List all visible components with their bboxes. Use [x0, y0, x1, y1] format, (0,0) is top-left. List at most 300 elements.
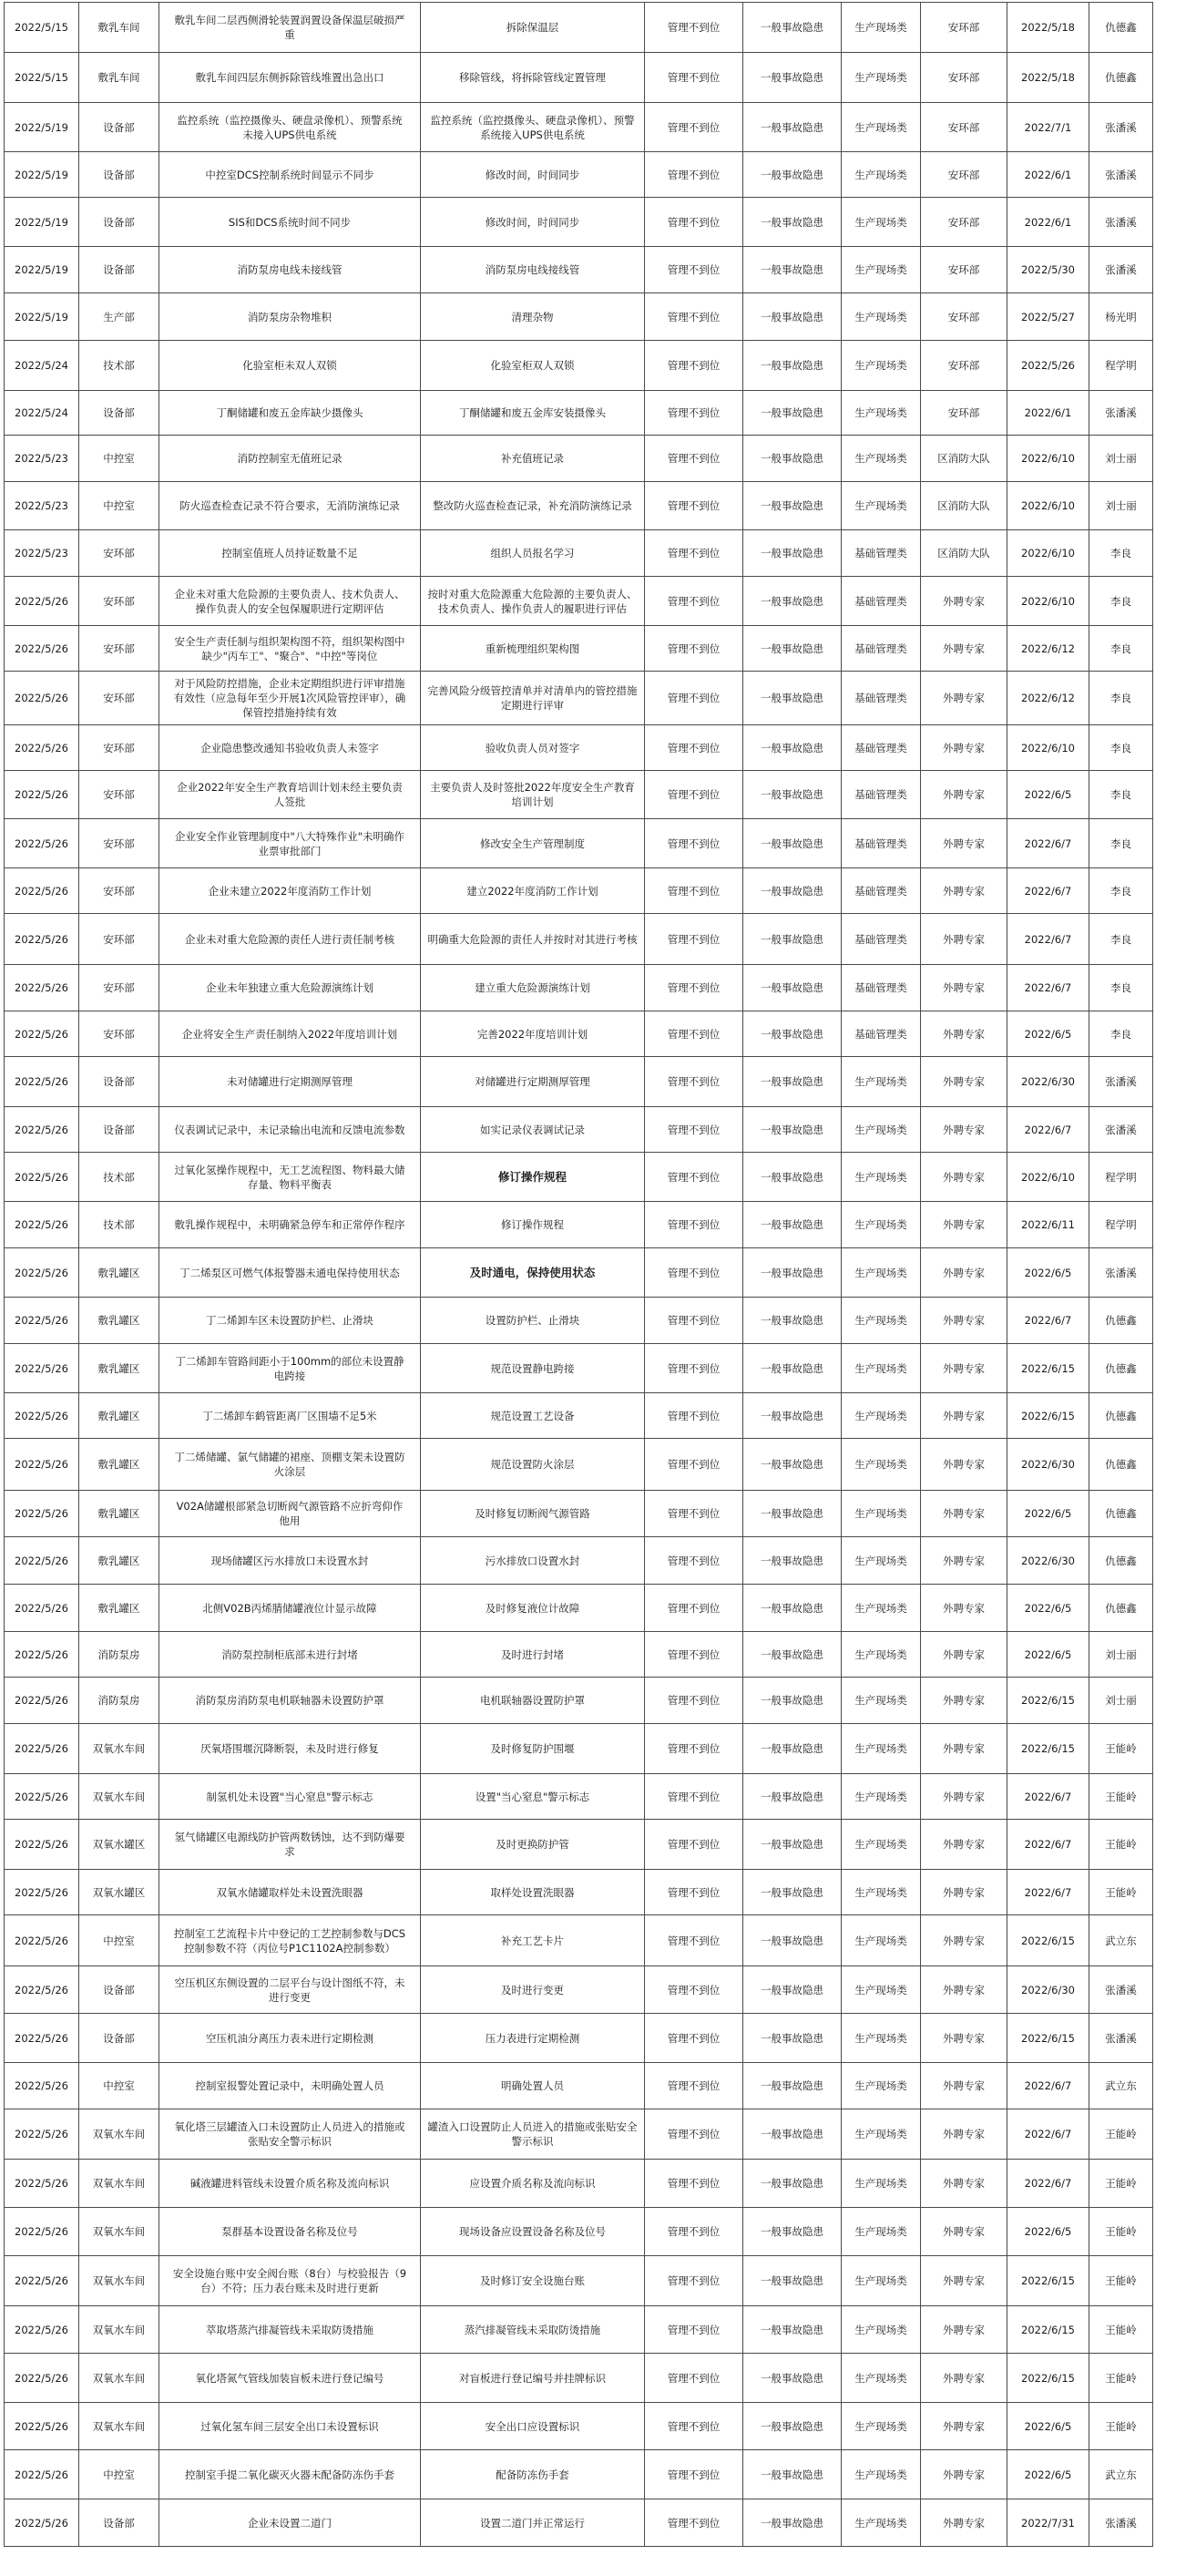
- cell-deadline: 2022/6/7: [1007, 2109, 1089, 2160]
- cell-hazard-description: 泵群基本设置设备名称及位号: [159, 2208, 421, 2256]
- cell-rectification-measure: 对盲板进行登记编号并挂牌标识: [421, 2354, 645, 2403]
- cell-responsible-person: 张潘溪: [1089, 1057, 1153, 1107]
- cell-cause: 管理不到位: [645, 1966, 743, 2014]
- cell-responsible-person: 王能岭: [1089, 2306, 1153, 2354]
- cell-hazard-level: 一般事故隐患: [743, 1011, 842, 1057]
- cell-responsible-person: 张潘溪: [1089, 1248, 1153, 1298]
- cell-cause: 管理不到位: [645, 1344, 743, 1393]
- cell-department: 设备部: [79, 2499, 159, 2547]
- cell-department: 敷乳罐区: [79, 1439, 159, 1491]
- cell-date: 2022/5/26: [5, 1870, 79, 1915]
- cell-deadline: 2022/6/7: [1007, 1870, 1089, 1915]
- cell-hazard-level: 一般事故隐患: [743, 2160, 842, 2208]
- cell-rectification-measure: 污水排放口设置水封: [421, 1537, 645, 1585]
- cell-hazard-level: 一般事故隐患: [743, 1870, 842, 1915]
- cell-responsible-person: 李良: [1089, 725, 1153, 771]
- cell-hazard-category: 生产现场类: [842, 391, 921, 436]
- cell-date: 2022/5/26: [5, 1202, 79, 1248]
- cell-rectification-measure: 对储罐进行定期测厚管理: [421, 1057, 645, 1107]
- cell-responsible-person: 仇德鑫: [1089, 1537, 1153, 1585]
- cell-cause: 管理不到位: [645, 482, 743, 530]
- cell-department: 双氧水车间: [79, 2306, 159, 2354]
- cell-inspector: 外聘专家: [921, 868, 1007, 914]
- cell-cause: 管理不到位: [645, 868, 743, 914]
- cell-hazard-level: 一般事故隐患: [743, 1915, 842, 1966]
- cell-hazard-level: 一般事故隐患: [743, 1248, 842, 1298]
- cell-responsible-person: 李良: [1089, 868, 1153, 914]
- cell-hazard-category: 生产现场类: [842, 1537, 921, 1585]
- cell-responsible-person: 刘士丽: [1089, 482, 1153, 530]
- cell-rectification-measure: 丁酮储罐和废五金库安装摄像头: [421, 391, 645, 436]
- cell-inspector: 外聘专家: [921, 1632, 1007, 1678]
- cell-hazard-level: 一般事故隐患: [743, 198, 842, 247]
- cell-hazard-category: 生产现场类: [842, 482, 921, 530]
- cell-date: 2022/5/26: [5, 868, 79, 914]
- cell-date: 2022/5/26: [5, 1491, 79, 1537]
- cell-cause: 管理不到位: [645, 1057, 743, 1107]
- cell-date: 2022/5/26: [5, 2403, 79, 2450]
- cell-deadline: 2022/5/30: [1007, 247, 1089, 293]
- cell-hazard-description: 空压机区东侧设置的二层平台与设计图纸不符，未进行变更: [159, 1966, 421, 2014]
- cell-hazard-level: 一般事故隐患: [743, 1966, 842, 2014]
- cell-rectification-measure: 修订操作规程: [421, 1202, 645, 1248]
- table-row: [5, 2160, 1153, 2208]
- cell-hazard-category: 生产现场类: [842, 1439, 921, 1491]
- table-row: [5, 2256, 1153, 2306]
- cell-date: 2022/5/26: [5, 1966, 79, 2014]
- cell-rectification-measure: 规范设置工艺设备: [421, 1393, 645, 1439]
- cell-rectification-measure: 及时修复液位计故障: [421, 1585, 645, 1632]
- cell-rectification-measure: 修订操作规程: [421, 1153, 645, 1202]
- cell-hazard-level: 一般事故隐患: [743, 2063, 842, 2109]
- cell-date: 2022/5/26: [5, 1774, 79, 1820]
- cell-hazard-description: 仪表调试记录中，未记录输出电流和反馈电流参数: [159, 1107, 421, 1153]
- cell-inspector: 外聘专家: [921, 2499, 1007, 2547]
- cell-rectification-measure: 现场设备应设置设备名称及位号: [421, 2208, 645, 2256]
- cell-rectification-measure: 修改时间，时间同步: [421, 198, 645, 247]
- cell-deadline: 2022/6/7: [1007, 1820, 1089, 1870]
- cell-hazard-category: 生产现场类: [842, 1153, 921, 1202]
- cell-hazard-level: 一般事故隐患: [743, 914, 842, 965]
- cell-department: 双氧水罐区: [79, 1820, 159, 1870]
- cell-department: 安环部: [79, 1011, 159, 1057]
- cell-hazard-description: 丁酮储罐和废五金库缺少摄像头: [159, 391, 421, 436]
- cell-hazard-description: 安全设施台账中安全阀台账（8台）与校验报告（9台）不符；压力表台账未及时进行更新: [159, 2256, 421, 2306]
- cell-inspector: 外聘专家: [921, 2450, 1007, 2499]
- cell-hazard-level: 一般事故隐患: [743, 2499, 842, 2547]
- cell-date: 2022/5/26: [5, 2160, 79, 2208]
- cell-hazard-category: 基础管理类: [842, 1011, 921, 1057]
- cell-date: 2022/5/26: [5, 2256, 79, 2306]
- cell-rectification-measure: 电机联轴器设置防护罩: [421, 1678, 645, 1724]
- cell-responsible-person: 仇德鑫: [1089, 1585, 1153, 1632]
- cell-inspector: 外聘专家: [921, 1298, 1007, 1344]
- cell-date: 2022/5/26: [5, 2499, 79, 2547]
- cell-hazard-category: 生产现场类: [842, 2063, 921, 2109]
- cell-inspector: 外聘专家: [921, 725, 1007, 771]
- table-row: [5, 1537, 1153, 1585]
- cell-department: 安环部: [79, 771, 159, 819]
- cell-rectification-measure: 组织人员报名学习: [421, 530, 645, 577]
- cell-hazard-level: 一般事故隐患: [743, 391, 842, 436]
- cell-hazard-category: 生产现场类: [842, 1344, 921, 1393]
- cell-cause: 管理不到位: [645, 1915, 743, 1966]
- cell-responsible-person: 王能岭: [1089, 1820, 1153, 1870]
- cell-inspector: 外聘专家: [921, 626, 1007, 672]
- cell-department: 生产部: [79, 293, 159, 341]
- cell-hazard-level: 一般事故隐患: [743, 1393, 842, 1439]
- cell-cause: 管理不到位: [645, 1248, 743, 1298]
- cell-hazard-level: 一般事故隐患: [743, 1107, 842, 1153]
- cell-cause: 管理不到位: [645, 626, 743, 672]
- cell-department: 设备部: [79, 2014, 159, 2063]
- cell-inspector: 安环部: [921, 391, 1007, 436]
- cell-hazard-description: 丁二烯泵区可燃气体报警器未通电保持使用状态: [159, 1248, 421, 1298]
- table-row: [5, 819, 1153, 868]
- cell-responsible-person: 王能岭: [1089, 1870, 1153, 1915]
- cell-hazard-category: 基础管理类: [842, 965, 921, 1011]
- table-row: [5, 1678, 1153, 1724]
- cell-hazard-description: 丁二烯卸车区未设置防护栏、止滑块: [159, 1298, 421, 1344]
- cell-responsible-person: 王能岭: [1089, 2354, 1153, 2403]
- cell-responsible-person: 武立东: [1089, 2063, 1153, 2109]
- cell-hazard-category: 生产现场类: [842, 1393, 921, 1439]
- cell-hazard-description: 敷乳车间四层东侧拆除管线堆置出急出口: [159, 53, 421, 103]
- cell-deadline: 2022/7/1: [1007, 103, 1089, 152]
- cell-rectification-measure: 修改时间，时间同步: [421, 152, 645, 198]
- cell-responsible-person: 李良: [1089, 965, 1153, 1011]
- cell-hazard-level: 一般事故隐患: [743, 868, 842, 914]
- cell-rectification-measure: 建立重大危险源演练计划: [421, 965, 645, 1011]
- cell-deadline: 2022/6/7: [1007, 2063, 1089, 2109]
- cell-department: 技术部: [79, 1202, 159, 1248]
- cell-hazard-level: 一般事故隐患: [743, 1298, 842, 1344]
- cell-responsible-person: 刘士丽: [1089, 1632, 1153, 1678]
- cell-deadline: 2022/6/11: [1007, 1202, 1089, 1248]
- cell-deadline: 2022/6/30: [1007, 1439, 1089, 1491]
- cell-cause: 管理不到位: [645, 341, 743, 391]
- cell-deadline: 2022/6/15: [1007, 2306, 1089, 2354]
- cell-hazard-category: 生产现场类: [842, 152, 921, 198]
- cell-hazard-level: 一般事故隐患: [743, 2208, 842, 2256]
- cell-date: 2022/5/19: [5, 103, 79, 152]
- cell-date: 2022/5/23: [5, 482, 79, 530]
- cell-hazard-level: 一般事故隐患: [743, 1774, 842, 1820]
- cell-deadline: 2022/6/12: [1007, 626, 1089, 672]
- cell-department: 中控室: [79, 1915, 159, 1966]
- cell-date: 2022/5/26: [5, 672, 79, 725]
- cell-inspector: 安环部: [921, 341, 1007, 391]
- cell-deadline: 2022/6/15: [1007, 1678, 1089, 1724]
- table-row: [5, 2014, 1153, 2063]
- cell-hazard-category: 生产现场类: [842, 1966, 921, 2014]
- cell-responsible-person: 李良: [1089, 530, 1153, 577]
- cell-cause: 管理不到位: [645, 247, 743, 293]
- cell-cause: 管理不到位: [645, 2014, 743, 2063]
- cell-date: 2022/5/26: [5, 1724, 79, 1774]
- cell-hazard-description: 安全生产责任制与组织架构图不符，组织架构图中缺少"丙车工"、"聚合"、"中控"等岗位: [159, 626, 421, 672]
- cell-inspector: 外聘专家: [921, 1107, 1007, 1153]
- cell-deadline: 2022/6/5: [1007, 2208, 1089, 2256]
- cell-inspector: 安环部: [921, 103, 1007, 152]
- cell-inspector: 外聘专家: [921, 1153, 1007, 1202]
- cell-hazard-level: 一般事故隐患: [743, 293, 842, 341]
- table-row: [5, 341, 1153, 391]
- cell-responsible-person: 王能岭: [1089, 1724, 1153, 1774]
- cell-hazard-level: 一般事故隐患: [743, 2256, 842, 2306]
- cell-responsible-person: 李良: [1089, 1011, 1153, 1057]
- table-row: [5, 1344, 1153, 1393]
- cell-rectification-measure: 蒸汽排凝管线未采取防烫措施: [421, 2306, 645, 2354]
- cell-cause: 管理不到位: [645, 2450, 743, 2499]
- table-row: [5, 1724, 1153, 1774]
- cell-date: 2022/5/26: [5, 2063, 79, 2109]
- cell-rectification-measure: 监控系统（监控摄像头、硬盘录像机）、预警系统接入UPS供电系统: [421, 103, 645, 152]
- cell-cause: 管理不到位: [645, 577, 743, 626]
- cell-department: 敷乳罐区: [79, 1248, 159, 1298]
- cell-date: 2022/5/24: [5, 341, 79, 391]
- cell-hazard-description: 氧化塔三层罐渣入口未设置防止人员进入的措施或张贴安全警示标识: [159, 2109, 421, 2160]
- cell-hazard-level: 一般事故隐患: [743, 819, 842, 868]
- cell-department: 安环部: [79, 577, 159, 626]
- cell-rectification-measure: 设置二道门并正常运行: [421, 2499, 645, 2547]
- table-row: [5, 868, 1153, 914]
- table-row: [5, 2063, 1153, 2109]
- cell-hazard-description: SIS和DCS系统时间不同步: [159, 198, 421, 247]
- cell-cause: 管理不到位: [645, 1393, 743, 1439]
- cell-responsible-person: 王能岭: [1089, 2208, 1153, 2256]
- cell-hazard-category: 生产现场类: [842, 103, 921, 152]
- cell-hazard-description: 企业未设置二道门: [159, 2499, 421, 2547]
- cell-department: 设备部: [79, 1966, 159, 2014]
- cell-deadline: 2022/6/5: [1007, 1632, 1089, 1678]
- cell-rectification-measure: 消防泵房电线接线管: [421, 247, 645, 293]
- cell-hazard-description: 企业未对重大危险源的主要负责人、技术负责人、操作负责人的安全包保履职进行定期评估: [159, 577, 421, 626]
- cell-deadline: 2022/6/1: [1007, 391, 1089, 436]
- cell-rectification-measure: 规范设置防火涂层: [421, 1439, 645, 1491]
- cell-rectification-measure: 罐渣入口设置防止人员进入的措施或张贴安全警示标识: [421, 2109, 645, 2160]
- cell-hazard-level: 一般事故隐患: [743, 1439, 842, 1491]
- cell-inspector: 外聘专家: [921, 1248, 1007, 1298]
- cell-hazard-description: 消防泵房消防泵电机联轴器未设置防护罩: [159, 1678, 421, 1724]
- cell-hazard-category: 生产现场类: [842, 1632, 921, 1678]
- cell-deadline: 2022/6/7: [1007, 868, 1089, 914]
- cell-cause: 管理不到位: [645, 198, 743, 247]
- cell-date: 2022/5/23: [5, 530, 79, 577]
- cell-deadline: 2022/6/5: [1007, 1585, 1089, 1632]
- table-row: [5, 914, 1153, 965]
- cell-responsible-person: 武立东: [1089, 2450, 1153, 2499]
- cell-hazard-category: 生产现场类: [842, 53, 921, 103]
- cell-hazard-description: 萃取塔蒸汽排凝管线未采取防烫措施: [159, 2306, 421, 2354]
- cell-hazard-level: 一般事故隐患: [743, 2403, 842, 2450]
- cell-deadline: 2022/6/7: [1007, 1298, 1089, 1344]
- cell-department: 敷乳罐区: [79, 1393, 159, 1439]
- cell-deadline: 2022/5/18: [1007, 3, 1089, 53]
- cell-department: 敷乳罐区: [79, 1537, 159, 1585]
- cell-department: 敷乳罐区: [79, 1344, 159, 1393]
- cell-hazard-description: 监控系统（监控摄像头、硬盘录像机）、预警系统未接入UPS供电系统: [159, 103, 421, 152]
- cell-cause: 管理不到位: [645, 1107, 743, 1153]
- cell-hazard-category: 生产现场类: [842, 1585, 921, 1632]
- table-row: [5, 1057, 1153, 1107]
- cell-hazard-level: 一般事故隐患: [743, 2354, 842, 2403]
- cell-department: 敷乳罐区: [79, 1491, 159, 1537]
- cell-cause: 管理不到位: [645, 103, 743, 152]
- table-row: [5, 672, 1153, 725]
- cell-hazard-description: 制氢机处未设置"当心窒息"警示标志: [159, 1774, 421, 1820]
- cell-rectification-measure: 补充值班记录: [421, 436, 645, 482]
- cell-hazard-level: 一般事故隐患: [743, 1585, 842, 1632]
- cell-cause: 管理不到位: [645, 771, 743, 819]
- cell-inspector: 外聘专家: [921, 1678, 1007, 1724]
- cell-department: 中控室: [79, 436, 159, 482]
- cell-responsible-person: 张潘溪: [1089, 2499, 1153, 2547]
- cell-inspector: 外聘专家: [921, 2354, 1007, 2403]
- cell-hazard-category: 生产现场类: [842, 1724, 921, 1774]
- cell-responsible-person: 王能岭: [1089, 2256, 1153, 2306]
- cell-hazard-description: 控制室报警处置记录中，未明确处置人员: [159, 2063, 421, 2109]
- cell-rectification-measure: 安全出口应设置标识: [421, 2403, 645, 2450]
- cell-date: 2022/5/26: [5, 1248, 79, 1298]
- cell-cause: 管理不到位: [645, 2403, 743, 2450]
- cell-hazard-category: 生产现场类: [842, 293, 921, 341]
- cell-department: 安环部: [79, 725, 159, 771]
- cell-inspector: 外聘专家: [921, 2160, 1007, 2208]
- cell-inspector: 安环部: [921, 247, 1007, 293]
- cell-responsible-person: 张潘溪: [1089, 103, 1153, 152]
- cell-rectification-measure: 应设置介质名称及流向标识: [421, 2160, 645, 2208]
- cell-hazard-category: 生产现场类: [842, 1248, 921, 1298]
- cell-inspector: 安环部: [921, 53, 1007, 103]
- cell-responsible-person: 张潘溪: [1089, 1107, 1153, 1153]
- cell-cause: 管理不到位: [645, 436, 743, 482]
- cell-date: 2022/5/26: [5, 1393, 79, 1439]
- cell-cause: 管理不到位: [645, 1632, 743, 1678]
- cell-hazard-description: 企业未建立2022年度消防工作计划: [159, 868, 421, 914]
- cell-cause: 管理不到位: [645, 1820, 743, 1870]
- table-row: [5, 1011, 1153, 1057]
- cell-hazard-level: 一般事故隐患: [743, 1153, 842, 1202]
- cell-inspector: 外聘专家: [921, 577, 1007, 626]
- cell-rectification-measure: 压力表进行定期检测: [421, 2014, 645, 2063]
- cell-hazard-category: 基础管理类: [842, 725, 921, 771]
- cell-hazard-description: 丁二烯卸车鹤管距离厂区围墙不足5米: [159, 1393, 421, 1439]
- table-row: [5, 1107, 1153, 1153]
- cell-rectification-measure: 及时修订安全设施台账: [421, 2256, 645, 2306]
- cell-deadline: 2022/6/30: [1007, 1537, 1089, 1585]
- cell-hazard-category: 生产现场类: [842, 2208, 921, 2256]
- cell-deadline: 2022/6/15: [1007, 2014, 1089, 2063]
- cell-department: 中控室: [79, 482, 159, 530]
- cell-hazard-level: 一般事故隐患: [743, 577, 842, 626]
- cell-inspector: 外聘专家: [921, 965, 1007, 1011]
- cell-date: 2022/5/26: [5, 725, 79, 771]
- cell-hazard-level: 一般事故隐患: [743, 1678, 842, 1724]
- cell-department: 安环部: [79, 626, 159, 672]
- cell-responsible-person: 刘士丽: [1089, 436, 1153, 482]
- cell-date: 2022/5/26: [5, 577, 79, 626]
- table-row: [5, 1202, 1153, 1248]
- table-row: [5, 53, 1153, 103]
- cell-deadline: 2022/6/15: [1007, 1915, 1089, 1966]
- cell-hazard-category: 生产现场类: [842, 2403, 921, 2450]
- cell-responsible-person: 仇德鑫: [1089, 53, 1153, 103]
- cell-responsible-person: 武立东: [1089, 1915, 1153, 1966]
- cell-deadline: 2022/6/10: [1007, 530, 1089, 577]
- cell-hazard-description: 控制室值班人员持证数量不足: [159, 530, 421, 577]
- cell-rectification-measure: 规范设置静电跨接: [421, 1344, 645, 1393]
- cell-department: 技术部: [79, 341, 159, 391]
- table-row: [5, 725, 1153, 771]
- cell-hazard-level: 一般事故隐患: [743, 103, 842, 152]
- cell-hazard-description: 现场储罐区污水排放口未设置水封: [159, 1537, 421, 1585]
- cell-responsible-person: 李良: [1089, 577, 1153, 626]
- cell-hazard-level: 一般事故隐患: [743, 2306, 842, 2354]
- cell-hazard-category: 生产现场类: [842, 247, 921, 293]
- cell-hazard-category: 生产现场类: [842, 2499, 921, 2547]
- cell-inspector: 外聘专家: [921, 1057, 1007, 1107]
- cell-deadline: 2022/6/10: [1007, 577, 1089, 626]
- cell-hazard-category: 基础管理类: [842, 672, 921, 725]
- cell-cause: 管理不到位: [645, 819, 743, 868]
- cell-rectification-measure: 设置防护栏、止滑块: [421, 1298, 645, 1344]
- cell-date: 2022/5/19: [5, 198, 79, 247]
- cell-hazard-level: 一般事故隐患: [743, 1202, 842, 1248]
- cell-responsible-person: 张潘溪: [1089, 152, 1153, 198]
- cell-cause: 管理不到位: [645, 914, 743, 965]
- table-row: [5, 1774, 1153, 1820]
- cell-cause: 管理不到位: [645, 391, 743, 436]
- cell-inspector: 外聘专家: [921, 1439, 1007, 1491]
- cell-hazard-description: 化验室柜未双人双锁: [159, 341, 421, 391]
- cell-rectification-measure: 整改防火巡查检查记录，补充消防演练记录: [421, 482, 645, 530]
- cell-deadline: 2022/6/7: [1007, 819, 1089, 868]
- cell-hazard-category: 生产现场类: [842, 1057, 921, 1107]
- cell-hazard-level: 一般事故隐患: [743, 1632, 842, 1678]
- cell-rectification-measure: 及时更换防护管: [421, 1820, 645, 1870]
- cell-date: 2022/5/26: [5, 1298, 79, 1344]
- cell-hazard-description: 丁二烯卸车管路间距小于100mm的部位未设置静电跨接: [159, 1344, 421, 1393]
- cell-hazard-category: 基础管理类: [842, 819, 921, 868]
- cell-hazard-level: 一般事故隐患: [743, 436, 842, 482]
- table-row: [5, 391, 1153, 436]
- cell-inspector: 外聘专家: [921, 2208, 1007, 2256]
- cell-rectification-measure: 修改安全生产管理制度: [421, 819, 645, 868]
- cell-department: 设备部: [79, 1107, 159, 1153]
- cell-date: 2022/5/15: [5, 3, 79, 53]
- cell-cause: 管理不到位: [645, 1011, 743, 1057]
- cell-inspector: 外聘专家: [921, 2306, 1007, 2354]
- table-row: [5, 247, 1153, 293]
- table-row: [5, 2208, 1153, 2256]
- cell-inspector: 外聘专家: [921, 771, 1007, 819]
- cell-responsible-person: 张潘溪: [1089, 1966, 1153, 2014]
- cell-deadline: 2022/6/5: [1007, 771, 1089, 819]
- cell-hazard-description: 企业2022年安全生产教育培训计划未经主要负责人签批: [159, 771, 421, 819]
- cell-department: 技术部: [79, 1153, 159, 1202]
- cell-cause: 管理不到位: [645, 965, 743, 1011]
- cell-department: 双氧水罐区: [79, 1870, 159, 1915]
- cell-date: 2022/5/26: [5, 1057, 79, 1107]
- cell-date: 2022/5/26: [5, 2208, 79, 2256]
- cell-hazard-level: 一般事故隐患: [743, 725, 842, 771]
- cell-date: 2022/5/26: [5, 965, 79, 1011]
- cell-rectification-measure: 建立2022年度消防工作计划: [421, 868, 645, 914]
- cell-date: 2022/5/26: [5, 1915, 79, 1966]
- cell-hazard-level: 一般事故隐患: [743, 530, 842, 577]
- table-row: [5, 1820, 1153, 1870]
